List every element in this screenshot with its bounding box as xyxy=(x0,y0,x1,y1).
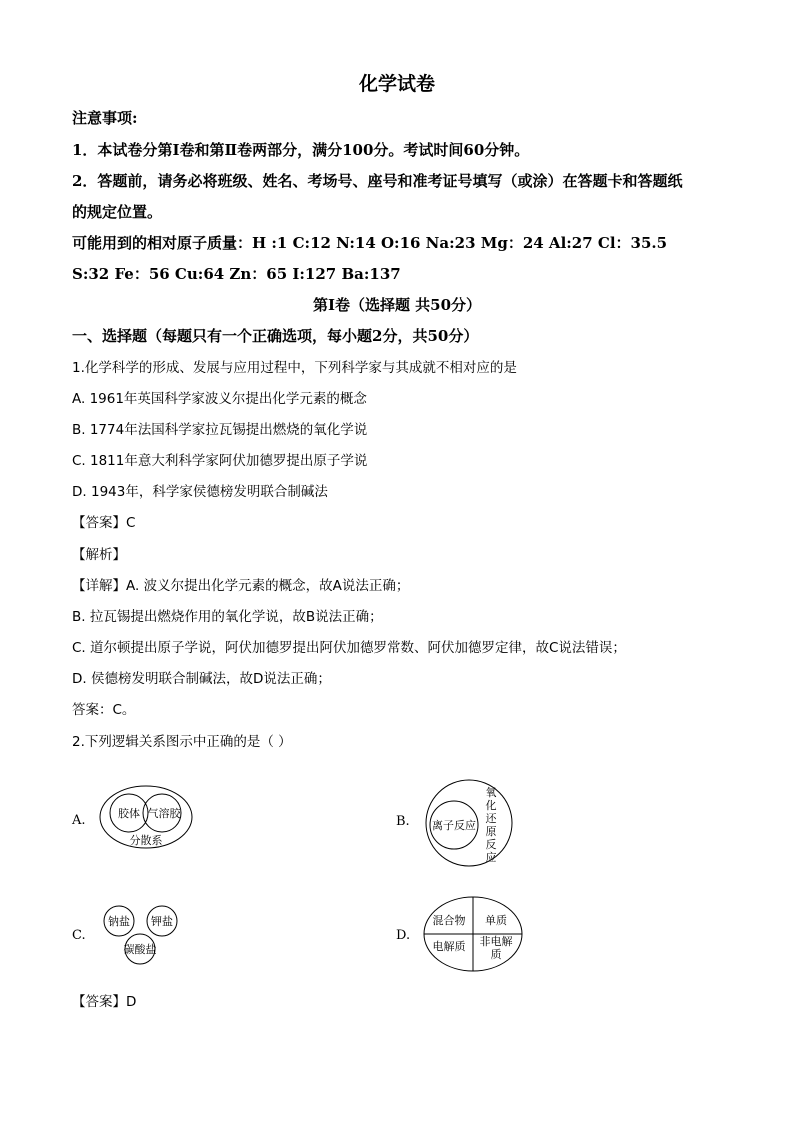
detail-text: A. 波义尔提出化学元素的概念，故A说法正确； xyxy=(126,578,410,594)
answer-tag: 【答案】 xyxy=(72,994,126,1010)
q2-option-b-diagram xyxy=(424,778,514,868)
q1-detail-c: C. 道尔顿提出原子学说，阿伏加德罗提出阿伏加德罗常数、阿伏加德罗定律，故C说法错误； xyxy=(72,640,626,656)
b-outer-text: 氧化还原反应 xyxy=(485,786,497,864)
section-title: 第Ⅰ卷（选择题 共50分） xyxy=(312,296,482,314)
q1-detail-b: B. 拉瓦锡提出燃烧作用的氧化学说，故B说法正确； xyxy=(72,609,383,625)
b-inner-text: 离子反应 xyxy=(432,819,476,832)
q2-option-d-diagram xyxy=(422,895,524,973)
q1-detail-d: D. 侯德榜发明联合制碱法，故D说法正确； xyxy=(72,671,331,687)
q1-answer xyxy=(72,513,135,533)
q2-option-a-diagram xyxy=(98,784,194,854)
answer-value: D xyxy=(126,994,137,1010)
a-outer-text: 分散系 xyxy=(129,834,163,847)
answer-value: C xyxy=(126,515,136,531)
q1-option-c: C. 1811年意大利科学家阿伏加德罗提出原子学说 xyxy=(72,453,368,469)
part-heading: 一、选择题（每题只有一个正确选项，每小题2分，共50分） xyxy=(72,327,479,345)
q2-option-b-label: B. xyxy=(396,814,410,829)
detail-tag: 【详解】 xyxy=(72,578,126,594)
q1-detail-a xyxy=(72,576,409,596)
d-tr-text: 单质 xyxy=(485,914,507,927)
page-title: 化学试卷 xyxy=(358,73,435,95)
q1-option-d: D. 1943年，科学家侯德榜发明联合制碱法 xyxy=(72,484,328,500)
q2-option-c-diagram xyxy=(98,905,188,967)
q2-option-d-label: D. xyxy=(396,928,411,943)
answer-tag: 【答案】 xyxy=(72,515,126,531)
d-tl-text: 混合物 xyxy=(432,914,466,927)
notice-item-1: 1．本试卷分第Ⅰ卷和第Ⅱ卷两部分，满分100分。考试时间60分钟。 xyxy=(72,141,530,159)
q1-stem: 1.化学科学的形成、发展与应用过程中，下列科学家与其成就不相对应的是 xyxy=(72,360,517,376)
q2-option-a-label: A. xyxy=(72,813,86,828)
c-2-text: 钾盐 xyxy=(151,915,173,928)
q2-answer xyxy=(72,992,136,1012)
notice-item-2b: 的规定位置。 xyxy=(72,203,163,221)
q2-stem: 2.下列逻辑关系图示中正确的是（ ） xyxy=(72,734,292,750)
q1-final-answer: 答案：C。 xyxy=(72,702,136,718)
c-1-text: 钠盐 xyxy=(108,915,130,928)
q1-option-a: A. 1961年英国科学家波义尔提出化学元素的概念 xyxy=(72,391,367,407)
q1-option-b: B. 1774年法国科学家拉瓦锡提出燃烧的氧化学说 xyxy=(72,422,368,438)
a-left-text: 胶体 xyxy=(118,807,140,820)
a-right-text: 气溶胶 xyxy=(147,807,181,820)
atomic-mass-line-2: S:32 Fe：56 Cu:64 Zn：65 I:127 Ba:137 xyxy=(72,265,401,283)
q1-analysis-tag: 【解析】 xyxy=(72,547,126,563)
notice-item-2a: 2．答题前，请务必将班级、姓名、考场号、座号和准考证号填写（或涂）在答题卡和答题纸 xyxy=(72,172,683,190)
d-br-text: 非电解质 xyxy=(479,935,513,961)
q2-option-c-label: C. xyxy=(72,928,86,943)
atomic-mass-line-1: 可能用到的相对原子质量：H :1 C:12 N:14 O:16 Na:23 Mg：24 Al:27 Cl：35.5 xyxy=(72,234,668,252)
notice-heading: 注意事项: xyxy=(72,109,138,127)
c-3-text: 碳酸盐 xyxy=(123,943,157,956)
d-bl-text: 电解质 xyxy=(432,940,466,953)
